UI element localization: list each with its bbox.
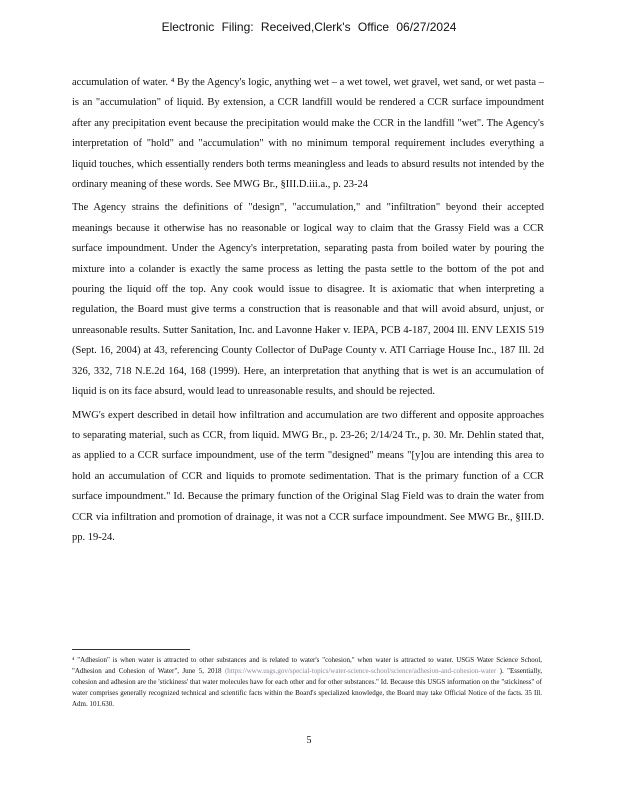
paragraph-1: accumulation of water. ⁴ By the Agency's logic, anything wet – a wet towel, wet gravel, wet sand, or wet pasta – is an "accumulation" of liquid. By extension, a CCR landfill would be rendered a CCR surface impoundment after any precipitation event because the precipitation would make the CCR in the landfill "wet". The Agency's interpretation of "hold" and "accumulation" with no minimum temporal requirement includes everything a liquid touches, which essentially renders both terms meaningless and leads to absurd results not intended by the ordinary meaning of these words. See MWG Br., §III.D.iii.a., p. 23-24 (72, 77, 544, 191)
footnote-text-after: ). "Essentially, cohesion and adhesion are the 'stickiness' that water molecules have for each other and for other substances." Id. Because this USGS information on the "stickiness" of water comprises generally recognized technical and scientific facts within the Board's specialized knowledge, the Board may take Official Notice of the facts. 35 Ill. Adm. 101.630. (72, 667, 543, 708)
document-body (72, 73, 544, 548)
page-number: 5 (306, 735, 312, 746)
footnote-text-before: ⁴ "Adhesion" is when water is attracted to other substances and is related to water's "cohesion," when water is attracted to water. USGS Water Science School, "Adhesion and Cohesion of Water", June 5, 2018 (72, 656, 542, 675)
paragraph-2: The Agency strains the definitions of "design", "accumulation," and "infiltration" beyond their accepted meanings because it otherwise has no reasonable or logical way to claim that the Grassy Field was a CCR surface impoundment. Under the Agency's interpretation, separating pasta from boiled water by pouring the mixture into a colander is exactly the same process as letting the pasta settle to the bottom of the pot and pouring the liquid off the top. Any cook would issue to disagree. It is axiomatic that when interpreting a regulation, the Board must give terms a construction that is reasonable and that will avoid absurd, unjust, or unreasonable results. Sutter Sanitation, Inc. and Lavonne Haker v. IEPA, PCB 4-187, 2004 Ill. ENV LEXIS 519 (Sept. 16, 2004) at 43, referencing County Collector of DuPage County v. ATI Carriage House Inc., 187 Ill. 2d 326, 332, 718 N.E.2d 164, 168 (1999). Here, an interpretation that anything that is wet is an accumulation of liquid is on its face absurd, would lead to unreasonable results, and should be rejected. (72, 202, 544, 398)
footnote-link[interactable]: (https://www.usgs.gov/special-topics/water-science-school/science/adhesion-and-cohesion-water (224, 667, 497, 675)
paragraph-3: MWG's expert described in detail how infiltration and accumulation are two different and opposite approaches to separating material, such as CCR, from liquid. MWG Br., p. 23-26; 2/14/24 Tr., p. 30. Mr. Dehlin stated that, as applied to a CCR surface impoundment, use of the term "designed" means "[y]ou are intending this area to hold an accumulation of CCR and liquids to promote sedimentation. That is the primary function of a CCR surface impoundment." Id. Because the primary function of the Original Slag Field was to drain the water from CCR via infiltration and promotion of drainage, it was not a CCR surface impoundment. See MWG Br., §III.D. pp. 19-24. (72, 409, 544, 543)
filing-header: Electronic Filing: Received,Clerk's Office 06/27/2024 (161, 20, 457, 34)
footnote-divider (72, 649, 190, 650)
footnote (72, 655, 542, 710)
